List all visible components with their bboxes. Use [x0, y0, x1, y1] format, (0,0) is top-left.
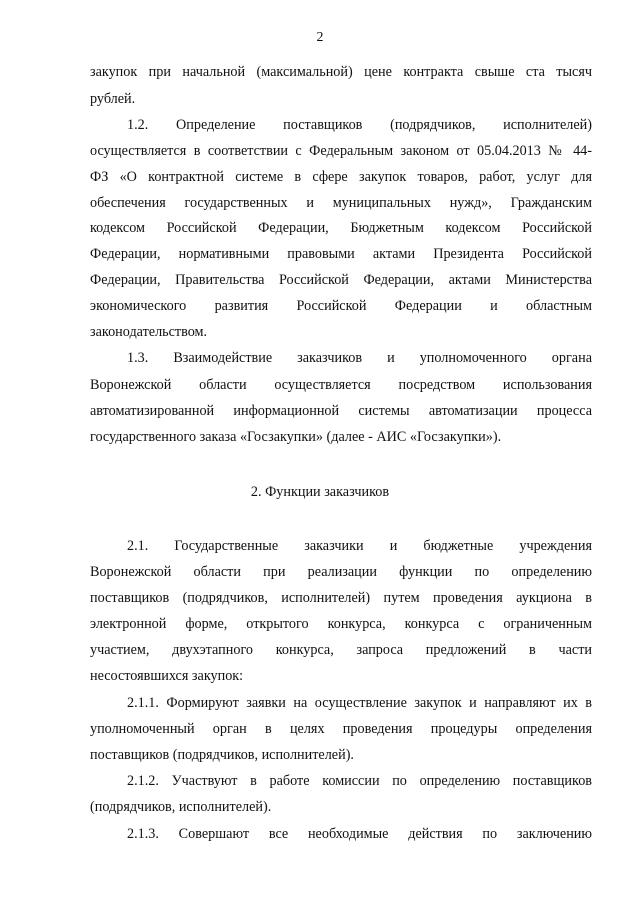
text-line: экономического развития Российской Федерации и областным [90, 298, 592, 314]
text-line: рублей. [90, 91, 136, 107]
text-line: электронной форме, открытого конкурса, конкурса с ограниченным [90, 616, 592, 632]
text-line: кодексом Российской Федерации, Бюджетным кодексом Российской [90, 220, 592, 236]
page-number: 2 [316, 30, 324, 45]
text-line: Воронежской области осуществляется посредством использования [90, 377, 592, 393]
paragraph-1-2-start: 1.2. Определение поставщиков (подрядчиков, исполнителей) [127, 117, 592, 133]
text-line: обеспечения государственных и муниципальных нужд», Гражданским [90, 195, 592, 211]
text-line: автоматизированной информационной системы автоматизации процесса [90, 403, 592, 419]
paragraph-2-1-1-start: 2.1.1. Формируют заявки на осуществление закупок и направляют их в [127, 695, 592, 711]
text-line: закупок при начальной (максимальной) цене контракта свыше ста тысяч [90, 64, 592, 80]
text-line: поставщиков (подрядчиков, исполнителей) путем проведения аукциона в [90, 590, 592, 606]
text-line: несостоявшихся закупок: [90, 668, 244, 684]
text-line: государственного заказа «Госзакупки» (далее - АИС «Госзакупки»). [90, 429, 502, 445]
text-line: уполномоченный орган в целях проведения процедуры определения [90, 721, 592, 737]
paragraph-2-1-3-start: 2.1.3. Совершают все необходимые действия по заключению [127, 826, 592, 842]
text-line: (подрядчиков, исполнителей). [90, 799, 272, 815]
text-line: Воронежской области при реализации функции по определению [90, 564, 592, 580]
paragraph-1-3-start: 1.3. Взаимодействие заказчиков и уполномоченного органа [127, 350, 592, 366]
text-line: Федерации, нормативными правовыми актами Президента Российской [90, 246, 592, 262]
paragraph-2-1-2-start: 2.1.2. Участвуют в работе комиссии по определению поставщиков [127, 773, 592, 789]
text-line: поставщиков (подрядчиков, исполнителей). [90, 747, 354, 763]
text-line: участием, двухэтапного конкурса, запроса предложений в части [90, 642, 592, 658]
text-line: Федерации, Правительства Российской Федерации, актами Министерства [90, 272, 592, 288]
text-line: ФЗ «О контрактной системе в сфере закупок товаров, работ, услуг для [90, 169, 592, 185]
text-line: осуществляется в соответствии с Федеральным законом от 05.04.2013 № 44- [90, 143, 592, 159]
section-heading: 2. Функции заказчиков [250, 484, 390, 500]
text-line: законодательством. [90, 324, 208, 340]
paragraph-2-1-start: 2.1. Государственные заказчики и бюджетные учреждения [127, 538, 592, 554]
